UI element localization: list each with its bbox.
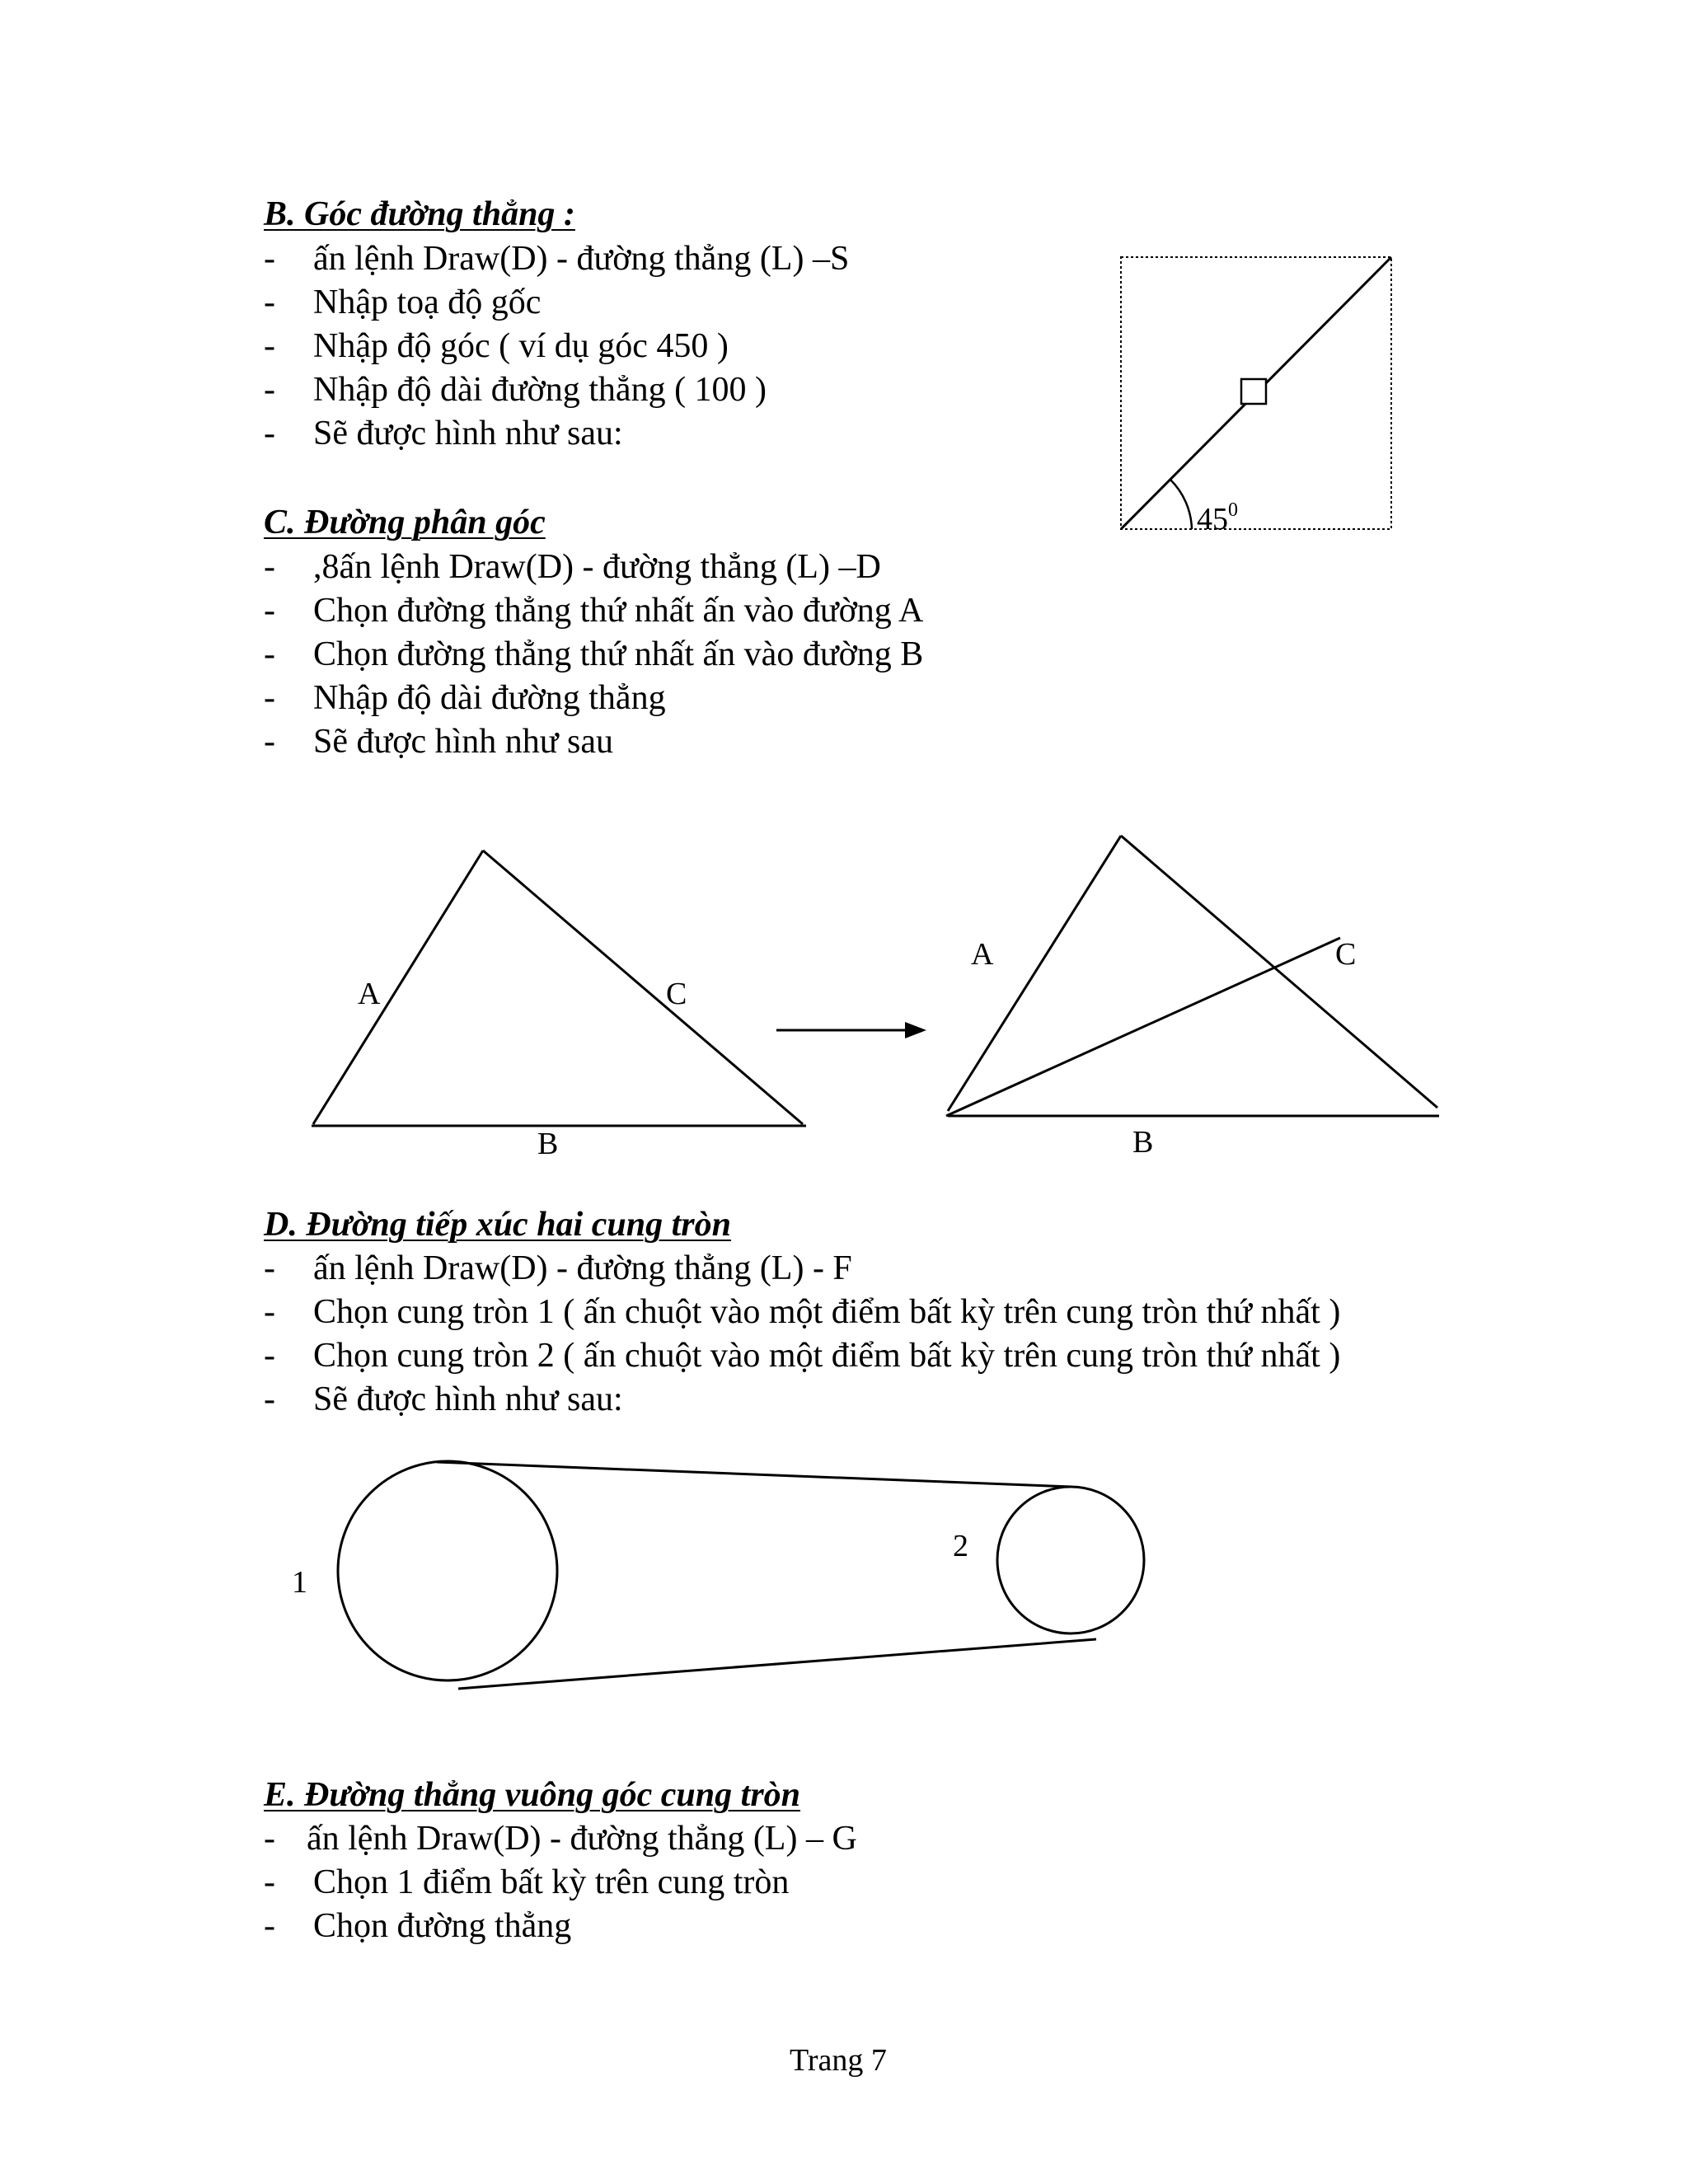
list-item-text: Chọn đường thẳng thứ nhất ấn vào đường A bbox=[313, 592, 924, 630]
bullet-dash: - bbox=[264, 284, 275, 321]
angle-label: $45^0$ bbox=[1197, 499, 1238, 537]
list-item-text: ấn lệnh Draw(D) - đường thẳng (L) –S bbox=[313, 240, 850, 278]
label-circle-2: 2 bbox=[953, 1529, 968, 1563]
bullet-dash: - bbox=[264, 371, 275, 409]
list-item-text: Chọn 1 điểm bất kỳ trên cung tròn bbox=[313, 1863, 790, 1901]
line-c bbox=[1121, 836, 1437, 1108]
section-c-heading: C. Đường phân góc bbox=[264, 504, 546, 541]
label-c: C bbox=[666, 977, 687, 1011]
page-number: Trang 7 bbox=[790, 2043, 887, 2078]
bullet-dash: - bbox=[264, 1293, 275, 1331]
bisector-figure-right bbox=[946, 836, 1439, 1160]
section-e-heading: E. Đường thẳng vuông góc cung tròn bbox=[264, 1776, 801, 1814]
bullet-dash: - bbox=[264, 240, 275, 278]
list-item-text: Nhập độ góc ( ví dụ góc 450 ) bbox=[313, 327, 729, 365]
bullet-dash: - bbox=[264, 1863, 275, 1901]
line-a bbox=[313, 851, 483, 1124]
bullet-dash: - bbox=[264, 548, 275, 586]
bullet-dash: - bbox=[264, 635, 275, 673]
tangent-figure bbox=[292, 1461, 1144, 1689]
bullet-dash: - bbox=[264, 592, 275, 630]
list-item-text: Nhập độ dài đường thẳng bbox=[313, 679, 666, 717]
circle-1 bbox=[338, 1461, 557, 1680]
section-b-heading: B. Góc đường thẳng : bbox=[264, 195, 575, 233]
section-d-heading: D. Đường tiếp xúc hai cung tròn bbox=[264, 1206, 731, 1244]
label-b: B bbox=[1132, 1125, 1154, 1160]
label-c: C bbox=[1335, 937, 1357, 972]
list-item-text: ,8ấn lệnh Draw(D) - đường thẳng (L) –D bbox=[313, 548, 881, 586]
bullet-dash: - bbox=[264, 723, 275, 761]
list-item-text: Chọn cung tròn 1 ( ấn chuột vào một điểm bất kỳ trên cung tròn thứ nhất ) bbox=[313, 1293, 1341, 1331]
bullet-dash: - bbox=[264, 1907, 275, 1945]
label-circle-1: 1 bbox=[292, 1565, 307, 1600]
lower-tangent-line bbox=[458, 1639, 1096, 1689]
list-item-text: Sẽ được hình như sau bbox=[313, 723, 614, 761]
label-a: A bbox=[358, 977, 381, 1011]
arrow bbox=[776, 1022, 926, 1038]
midpoint-square bbox=[1241, 379, 1266, 404]
bullet-dash: - bbox=[264, 415, 275, 452]
list-item-text: Nhập độ dài đường thẳng ( 100 ) bbox=[313, 371, 767, 409]
list-item-text: ấn lệnh Draw(D) - đường thẳng (L) – G bbox=[307, 1820, 857, 1858]
list-item-text: Sẽ được hình như sau: bbox=[313, 415, 623, 452]
line-a bbox=[948, 836, 1121, 1111]
bullet-dash: - bbox=[264, 1820, 275, 1858]
line-c bbox=[483, 851, 803, 1124]
list-item-text: ấn lệnh Draw(D) - đường thẳng (L) - F bbox=[313, 1249, 852, 1287]
list-item-text: Chọn cung tròn 2 ( ấn chuột vào một điểm bất kỳ trên cung tròn thứ nhất ) bbox=[313, 1337, 1341, 1375]
list-item-text: Sẽ được hình như sau: bbox=[313, 1380, 623, 1418]
bullet-dash: - bbox=[264, 1249, 275, 1287]
arrow-head bbox=[905, 1022, 926, 1038]
bullet-dash: - bbox=[264, 679, 275, 717]
bullet-dash: - bbox=[264, 1380, 275, 1418]
circle-2 bbox=[997, 1487, 1144, 1633]
bullet-dash: - bbox=[264, 1337, 275, 1375]
bullet-dash: - bbox=[264, 327, 275, 365]
bisector-line bbox=[946, 938, 1340, 1116]
label-b: B bbox=[537, 1127, 559, 1161]
angle-arc bbox=[1170, 480, 1192, 529]
list-item-text: Nhập toạ độ gốc bbox=[313, 284, 542, 321]
bisector-figure-left bbox=[312, 851, 806, 1161]
label-a: A bbox=[971, 937, 994, 972]
list-item-text: Chọn đường thẳng thứ nhất ấn vào đường B bbox=[313, 635, 924, 673]
angle-figure bbox=[1121, 257, 1391, 537]
upper-tangent-line bbox=[437, 1462, 1071, 1487]
list-item-text: Chọn đường thẳng bbox=[313, 1907, 572, 1945]
